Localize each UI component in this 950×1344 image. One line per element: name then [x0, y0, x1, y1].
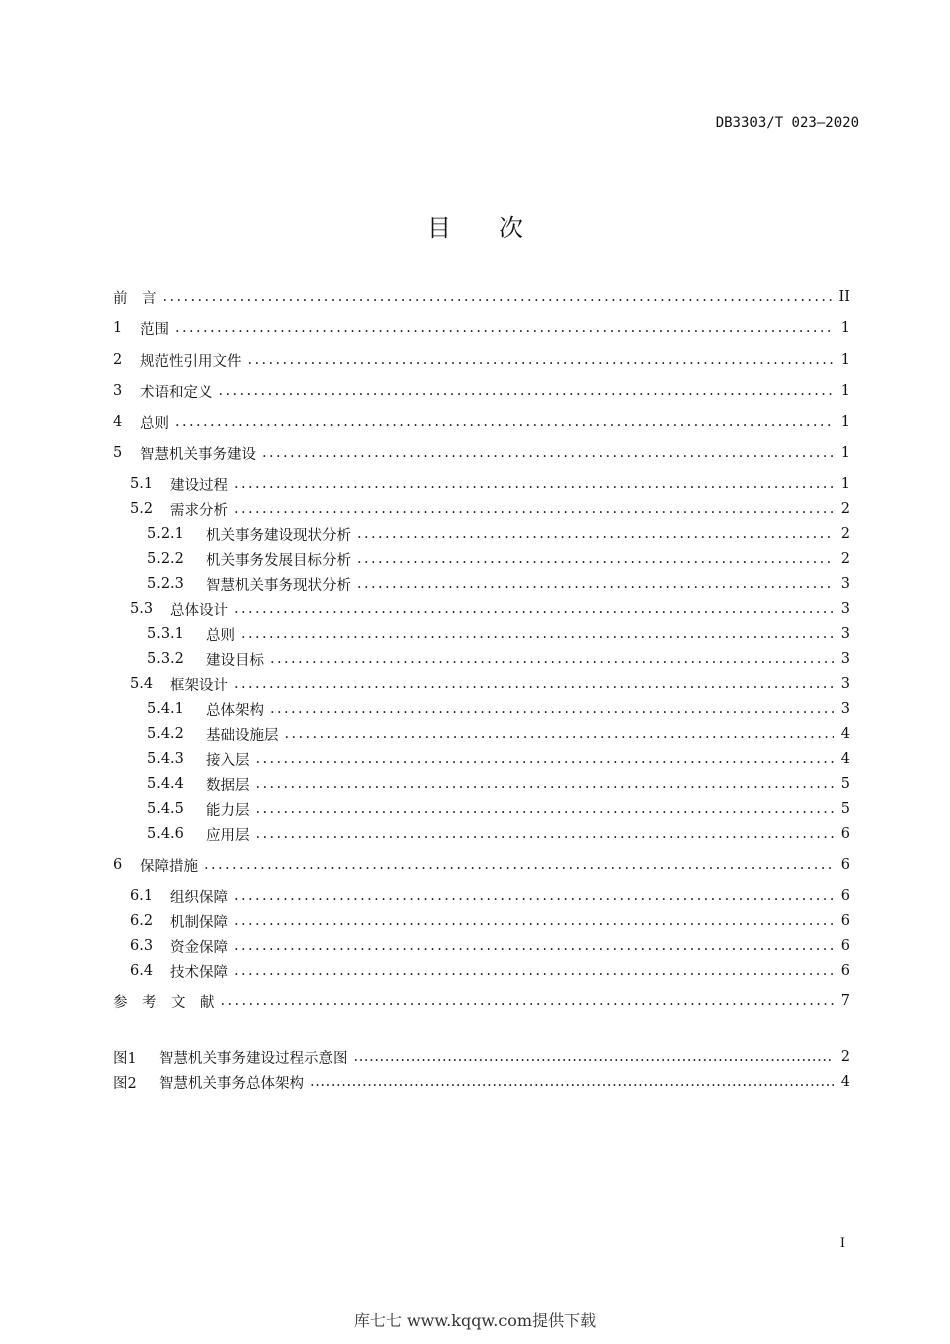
entry-page: 4	[840, 726, 850, 742]
entry-title: 保障措施	[140, 858, 198, 875]
entry-number: 6.3	[130, 938, 154, 954]
entry-number: 6.4	[130, 963, 154, 979]
dot-leader	[248, 352, 835, 368]
entry-title: 机制保障	[170, 914, 228, 931]
entry-number: 5.4.5	[147, 801, 184, 817]
entry-number: 5.2.3	[147, 576, 184, 592]
entry-page: 2	[840, 551, 850, 567]
entry-number: 5.4.2	[147, 726, 184, 742]
entry-title: 智慧机关事务建设过程示意图	[159, 1050, 348, 1067]
dot-leader	[256, 801, 835, 817]
dot-leader	[262, 445, 834, 461]
entry-title: 规范性引用文件	[140, 353, 242, 370]
entry-title: 基础设施层	[206, 727, 279, 744]
entry-page: 6	[840, 826, 850, 842]
dot-leader	[175, 414, 834, 430]
dot-leader	[234, 913, 834, 929]
entry-number: 5.2.2	[147, 551, 184, 567]
entry-number: 6	[113, 857, 123, 873]
toc-entry[interactable]	[147, 649, 850, 669]
toc-entry[interactable]	[113, 443, 850, 463]
entry-page: 6	[840, 963, 850, 979]
dot-leader	[270, 651, 834, 667]
toc-entry[interactable]	[113, 991, 850, 1011]
toc-entry[interactable]	[113, 412, 850, 432]
dot-leader	[270, 701, 834, 717]
dot-leader	[357, 526, 834, 542]
entry-number: 5.2	[130, 501, 154, 517]
entry-page: 1	[840, 352, 850, 368]
entry-title: 总则	[140, 415, 169, 432]
entry-title: 接入层	[206, 752, 250, 769]
entry-title: 建设过程	[170, 477, 228, 494]
entry-number: 图2	[113, 1075, 137, 1092]
toc-entry[interactable]	[113, 1047, 850, 1067]
toc-entry[interactable]	[147, 774, 850, 794]
entry-title: 智慧机关事务现状分析	[206, 577, 351, 594]
toc-entry[interactable]	[147, 624, 850, 644]
entry-number: 5	[113, 445, 123, 461]
entry-page: 2	[840, 1049, 850, 1065]
dot-leader	[256, 826, 835, 842]
entry-page: 3	[840, 601, 850, 617]
entry-page: 2	[840, 526, 850, 542]
entry-page: 6	[840, 913, 850, 929]
entry-page: 1	[840, 383, 850, 399]
entry-page: 1	[840, 445, 850, 461]
dot-leader	[234, 963, 834, 979]
toc-entry[interactable]	[130, 886, 850, 906]
entry-number: 5.3	[130, 601, 154, 617]
entry-title: 机关事务建设现状分析	[206, 527, 351, 544]
entry-page: 3	[840, 676, 850, 692]
entry-title: 数据层	[206, 777, 250, 794]
toc-entry[interactable]	[147, 574, 850, 594]
entry-title: 智慧机关事务建设	[140, 446, 256, 463]
entry-title: 总则	[206, 627, 235, 644]
entry-title: 参 考 文 献	[113, 994, 215, 1011]
toc-entry[interactable]	[130, 599, 850, 619]
entry-number: 5.4.3	[147, 751, 184, 767]
dot-leader	[234, 888, 834, 904]
toc-entry[interactable]	[147, 749, 850, 769]
entry-title: 组织保障	[170, 889, 228, 906]
entry-page: 1	[840, 476, 850, 492]
dot-leader	[357, 551, 834, 567]
dot-leader	[204, 857, 834, 873]
toc-entry[interactable]	[130, 674, 850, 694]
dot-leader	[163, 289, 833, 305]
entry-title: 技术保障	[170, 964, 228, 981]
dot-leader	[234, 938, 834, 954]
dot-leader	[219, 383, 835, 399]
dot-leader	[354, 1049, 835, 1065]
toc-entry[interactable]	[113, 287, 850, 307]
document-code: DB3303/T 023—2020	[715, 115, 859, 131]
toc-entry[interactable]	[147, 549, 850, 569]
entry-number: 5.3.2	[147, 651, 184, 667]
entry-page: 7	[840, 993, 850, 1009]
toc-entry[interactable]	[113, 381, 850, 401]
entry-number: 图1	[113, 1050, 137, 1067]
entry-title: 框架设计	[170, 677, 228, 694]
entry-title: 总体架构	[206, 702, 264, 719]
entry-title: 建设目标	[206, 652, 264, 669]
entry-page: 6	[840, 938, 850, 954]
entry-title: 总体设计	[170, 602, 228, 619]
dot-leader	[310, 1074, 834, 1090]
entry-page: 6	[840, 857, 850, 873]
entry-page: 2	[840, 501, 850, 517]
toc-entry[interactable]	[147, 824, 850, 844]
entry-title: 机关事务发展目标分析	[206, 552, 351, 569]
entry-number: 5.1	[130, 476, 154, 492]
dot-leader	[285, 726, 835, 742]
entry-page: 3	[840, 576, 850, 592]
entry-number: 5.4.6	[147, 826, 184, 842]
entry-title: 需求分析	[170, 502, 228, 519]
toc-entry[interactable]	[147, 699, 850, 719]
entry-number: 6.2	[130, 913, 154, 929]
page-number: I	[839, 1236, 845, 1251]
toc-entry[interactable]	[113, 855, 850, 875]
dot-leader	[357, 576, 834, 592]
entry-number: 2	[113, 352, 123, 368]
dot-leader	[256, 751, 835, 767]
entry-page: 1	[840, 320, 850, 336]
entry-title: 前 言	[113, 290, 157, 307]
entry-title: 应用层	[206, 827, 250, 844]
entry-page: 4	[840, 751, 850, 767]
toc-entry[interactable]	[113, 1072, 850, 1092]
dot-leader	[234, 476, 834, 492]
toc-entry[interactable]	[130, 936, 850, 956]
entry-title: 术语和定义	[140, 384, 213, 401]
entry-title: 范围	[140, 321, 169, 338]
entry-number: 5.4.1	[147, 701, 184, 717]
dot-leader	[234, 676, 834, 692]
entry-page: 5	[840, 801, 850, 817]
entry-number: 3	[113, 383, 123, 399]
footer-watermark: 库七七 www.kqqw.com提供下载	[353, 1311, 597, 1330]
toc-entry[interactable]	[113, 318, 850, 338]
toc-entry[interactable]	[147, 799, 850, 819]
dot-leader	[234, 601, 834, 617]
entry-page: 5	[840, 776, 850, 792]
dot-leader	[234, 501, 834, 517]
entry-page: 3	[840, 651, 850, 667]
entry-title: 智慧机关事务总体架构	[159, 1075, 304, 1092]
entry-number: 5.4	[130, 676, 154, 692]
toc-entry[interactable]	[130, 961, 850, 981]
entry-title: 能力层	[206, 802, 250, 819]
toc-entry[interactable]	[130, 499, 850, 519]
page-title: 目次	[427, 214, 571, 242]
entry-page: II	[838, 289, 850, 305]
dot-leader	[175, 320, 834, 336]
entry-page: 1	[840, 414, 850, 430]
entry-page: 3	[840, 626, 850, 642]
entry-number: 4	[113, 414, 123, 430]
toc-entry[interactable]	[147, 524, 850, 544]
entry-page: 3	[840, 701, 850, 717]
dot-leader	[256, 776, 835, 792]
entry-title: 资金保障	[170, 939, 228, 956]
entry-page: 6	[840, 888, 850, 904]
entry-number: 6.1	[130, 888, 154, 904]
entry-number: 5.2.1	[147, 526, 184, 542]
dot-leader	[241, 626, 834, 642]
entry-page: 4	[840, 1074, 850, 1090]
entry-number: 5.4.4	[147, 776, 184, 792]
entry-number: 1	[113, 320, 123, 336]
toc-entry[interactable]	[147, 724, 850, 744]
toc-entry[interactable]	[130, 474, 850, 494]
toc-entry[interactable]	[113, 350, 850, 370]
dot-leader	[221, 993, 835, 1009]
toc-entry[interactable]	[130, 911, 850, 931]
entry-number: 5.3.1	[147, 626, 184, 642]
